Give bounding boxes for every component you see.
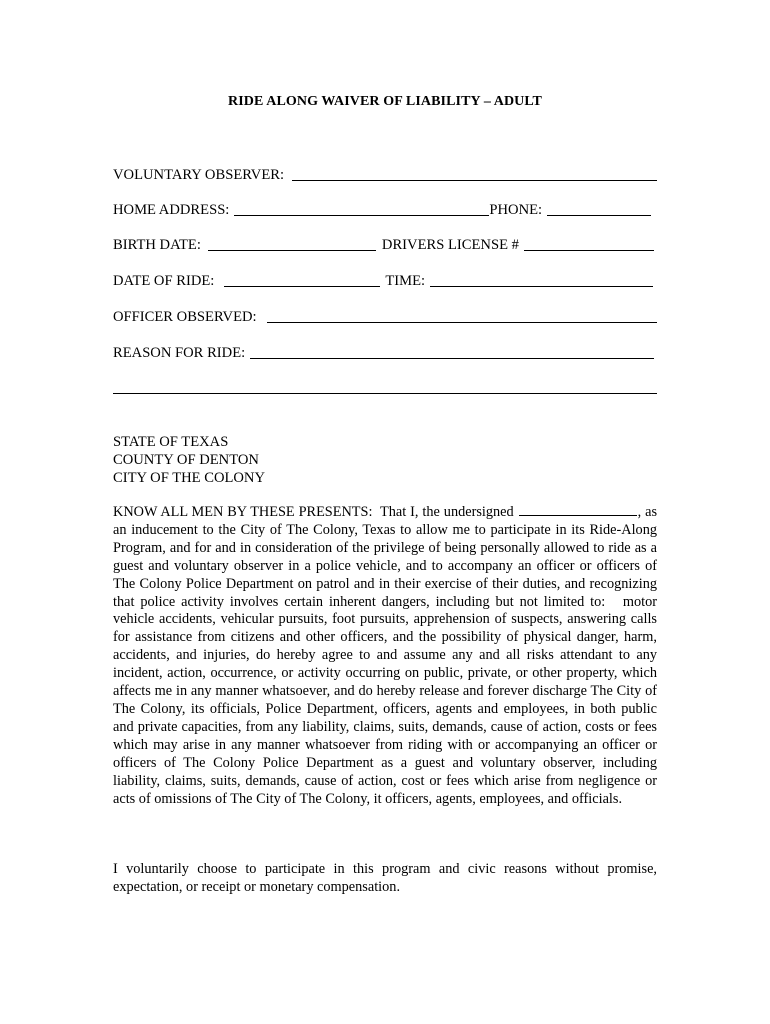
voluntary-observer-field[interactable] — [292, 180, 657, 181]
birth-date-row — [113, 236, 654, 254]
reason-for-ride-label: REASON FOR RIDE: — [113, 345, 246, 361]
time-field[interactable] — [430, 286, 653, 287]
birth-date-field[interactable] — [208, 250, 376, 251]
date-of-ride-field[interactable] — [224, 286, 380, 287]
date-of-ride-label: DATE OF RIDE: — [113, 273, 215, 289]
undersigned-name-field[interactable] — [519, 503, 637, 516]
release-paragraph-opening: KNOW ALL MEN BY THESE PRESENTS: That I, the undersigned — [113, 504, 514, 520]
officer-observed-label: OFFICER OBSERVED: — [113, 309, 257, 325]
city-line: CITY OF THE COLONY — [113, 470, 266, 486]
officer-observed-row — [113, 308, 657, 326]
officer-observed-field[interactable] — [267, 322, 657, 323]
reason-for-ride-row — [113, 344, 654, 362]
state-line: STATE OF TEXAS — [113, 434, 229, 450]
reason-for-ride-field[interactable] — [250, 358, 654, 359]
drivers-license-field[interactable] — [524, 250, 654, 251]
home-address-label: HOME ADDRESS: — [113, 202, 230, 218]
release-paragraph — [113, 503, 657, 808]
document-title: RIDE ALONG WAIVER OF LIABILITY – ADULT — [228, 94, 542, 109]
voluntary-participation-paragraph: I voluntarily choose to participate in this program and civic reasons without promise, expectation, or receipt or monetary compensation. — [113, 861, 657, 895]
county-line: COUNTY OF DENTON — [113, 452, 259, 468]
phone-field[interactable] — [547, 215, 651, 216]
voluntary-observer-row — [113, 166, 657, 184]
release-paragraph-body: , as an inducement to the City of The Colony, Texas to allow me to participate in its Ride-Along Program, and for and in consideration of the privilege of being personally allowed to ride as a guest and voluntary observer in a police vehicle, and to accompany an officer or officers of The Colony Police Department on patrol and in their exercise of their duties, and recognizing that police activity involves certain inherent dangers, including but not limited to: motor vehicle accidents, vehicular pursuits, foot pursuits, apprehension of suspects, answering calls for assistance from citizens and other officers, and the possibility of physical danger, harm, accidents, and injuries, do hereby agree to and assume any and all risks attendant to any incident, action, occurrence, or activity occurring on public, private, or other property, which affects me in any manner whatsoever, and do hereby release and forever discharge The City of The Colony, its officials, Police Department, officers, agents and employees, in both public and private capacities, from any liability, claims, suits, demands, cause of action, costs or fees which may arise in any manner whatsoever from riding with or accompanying an officer or officers of The Colony Police Department as a guest and voluntary observer, including liability, claims, suits, demands, cause of action, cost or fees which arise from negligence or acts of omissions of The City of The Colony, it officers, agents, employees, and officials. — [113, 504, 658, 807]
voluntary-observer-label: VOLUNTARY OBSERVER: — [113, 167, 285, 183]
home-address-row — [113, 201, 651, 219]
birth-date-label: BIRTH DATE: — [113, 237, 201, 253]
jurisdiction-block — [113, 433, 265, 487]
drivers-license-label: DRIVERS LICENSE # — [381, 237, 519, 253]
home-address-field[interactable] — [234, 215, 489, 216]
date-of-ride-row — [113, 272, 653, 290]
time-label: TIME: — [385, 273, 426, 289]
phone-label: PHONE: — [489, 202, 543, 218]
reason-for-ride-continuation-line[interactable] — [113, 393, 657, 394]
